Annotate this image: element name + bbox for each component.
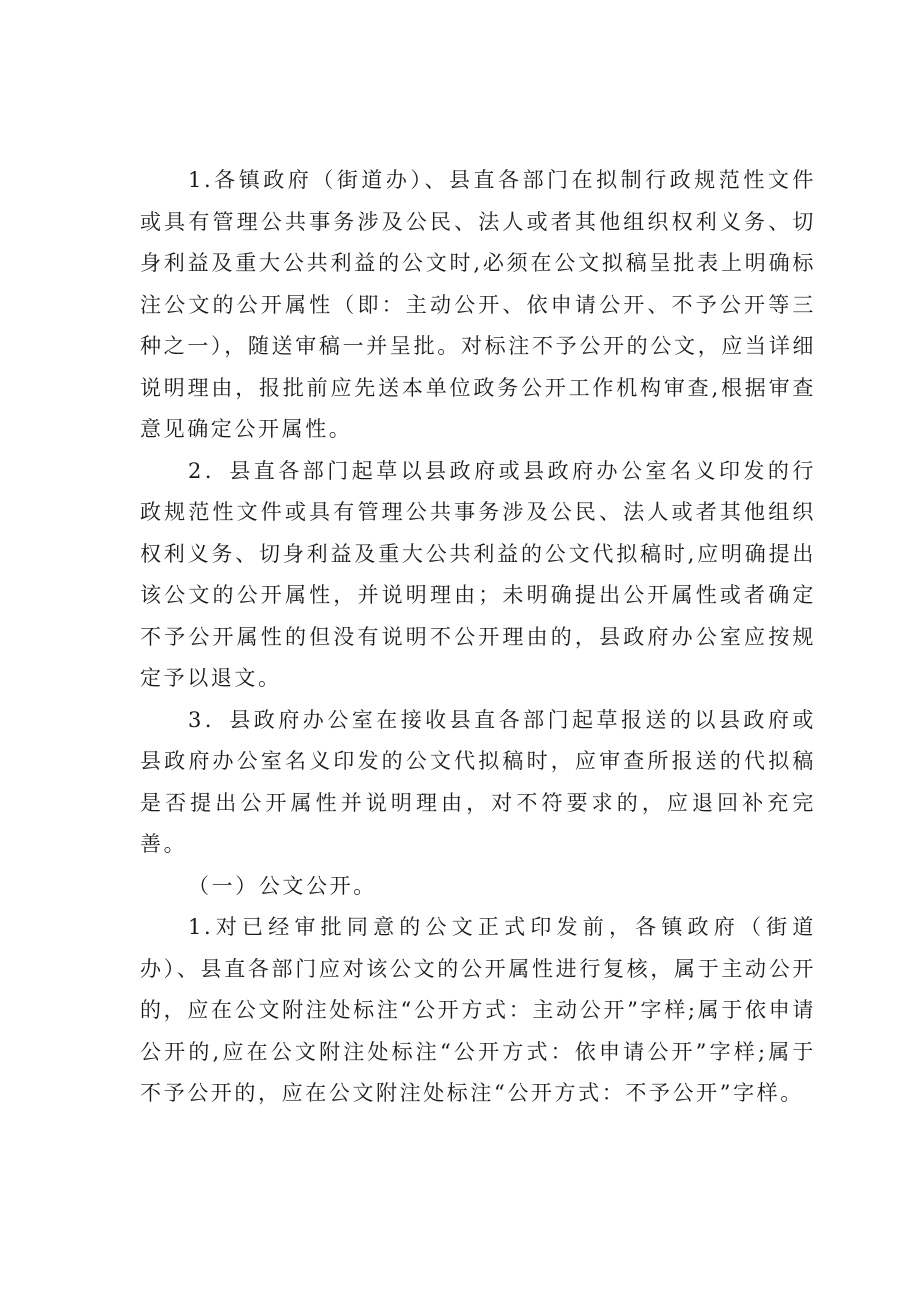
document-body — [140, 160, 816, 1115]
section-heading: （一）公文公开。 — [188, 873, 377, 898]
paragraph-4: 1.对已经审批同意的公文正式印发前，各镇政府（街道办）、县直各部门应对该公文的公开属性进行复核，属于主动公开的，应在公文附注处标注“公开方式：主动公开”字样;属于依申请公开的,应在公文附注处标注“公开方式：依申请公开”字样;属于不予公开的，应在公文附注处标注“公开方式：不予公开”字样。 — [140, 915, 816, 1105]
paragraph-1: 1.各镇政府（街道办）、县直各部门在拟制行政规范性文件或具有管理公共事务涉及公民、法人或者其他组织权利义务、切身利益及重大公共利益的公文时,必须在公文拟稿呈批表上明确标注公文的公开属性（即：主动公开、依申请公开、不予公开等三种之一），随送审稿一并呈批。对标注不予公开的公文，应当详细说明理由，报批前应先送本单位政务公开工作机构审查,根据审查意见确定公开属性。 — [140, 168, 816, 441]
paragraph-3: 3．县政府办公室在接收县直各部门起草报送的以县政府或县政府办公室名义印发的公文代拟稿时，应审查所报送的代拟稿是否提出公开属性并说明理由，对不符要求的，应退回补充完善。 — [140, 707, 816, 856]
paragraph-2: 2．县直各部门起草以县政府或县政府办公室名义印发的行政规范性文件或具有管理公共事务涉及公民、法人或者其他组织权利义务、切身利益及重大公共利益的公文代拟稿时,应明确提出该公文的公开属性，并说明理由；未明确提出公开属性或者确定不予公开属性的但没有说明不公开理由的，县政府办公室应按规定予以退文。 — [140, 458, 816, 690]
